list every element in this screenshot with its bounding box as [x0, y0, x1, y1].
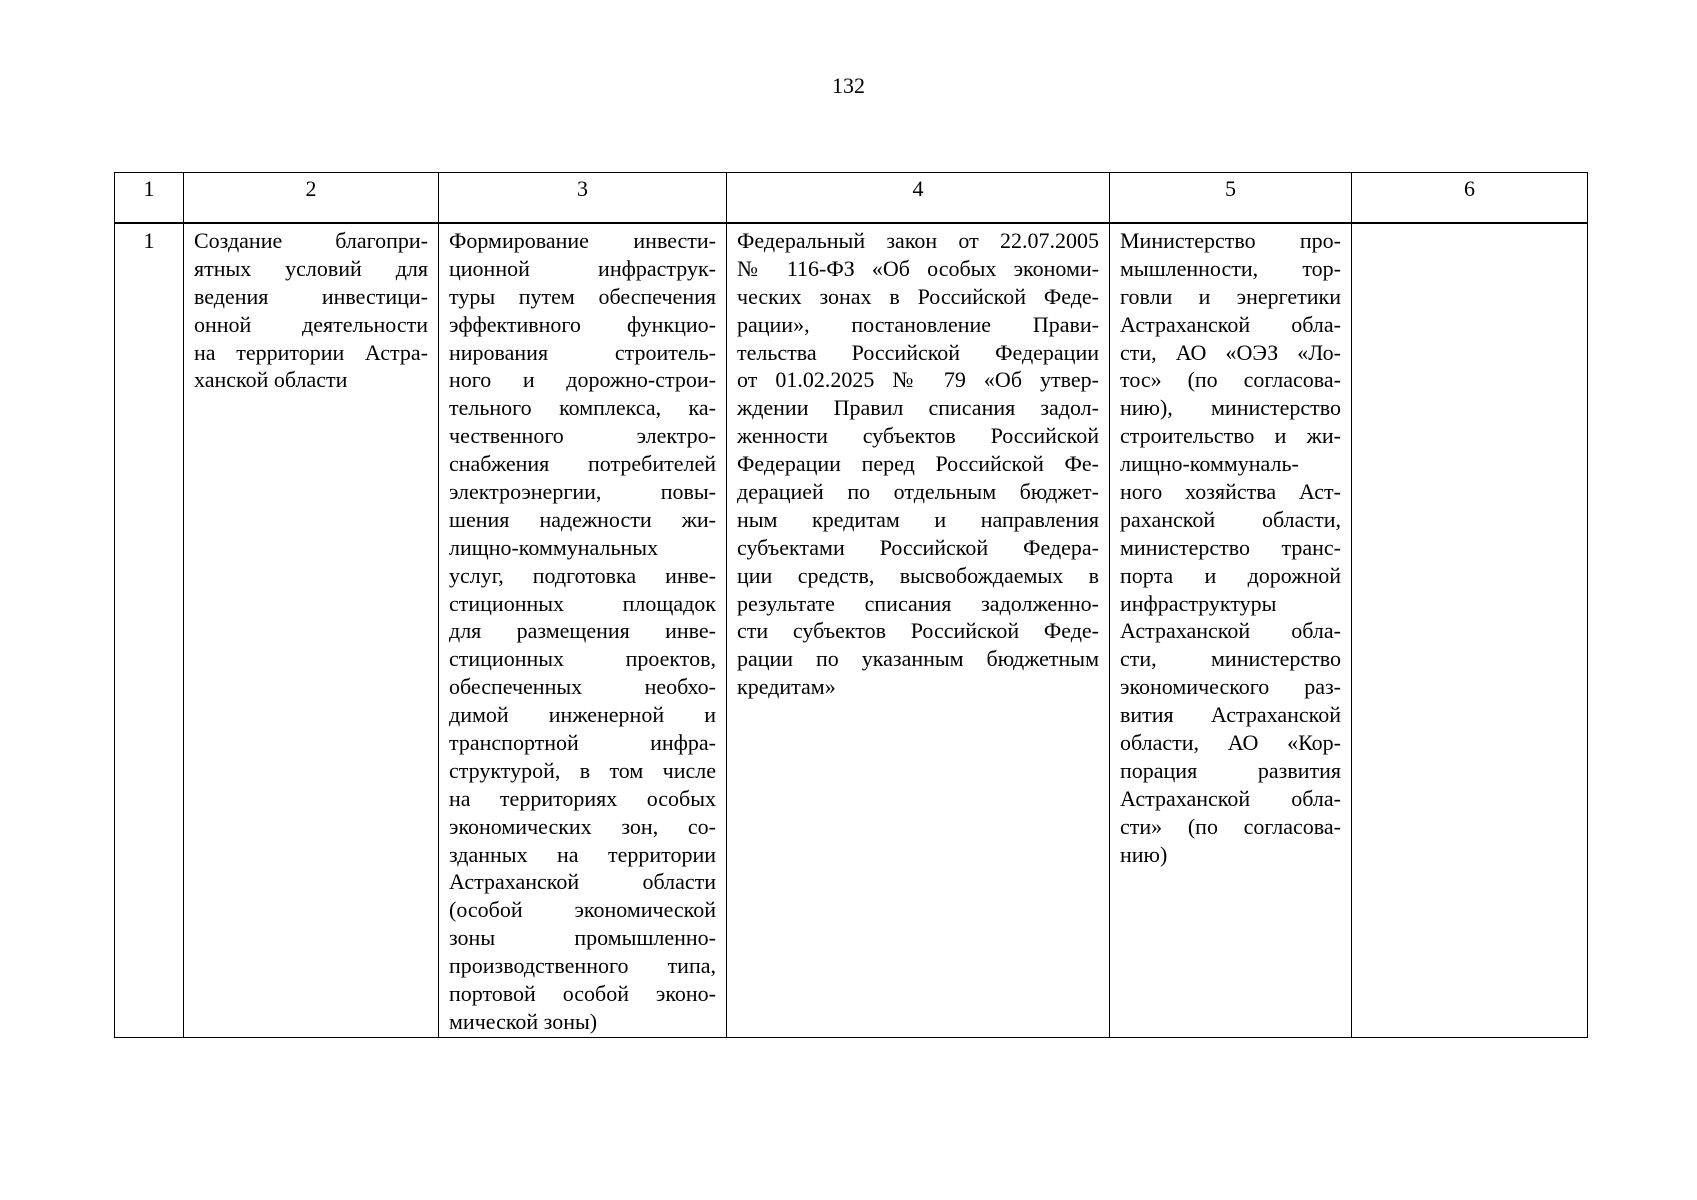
text-line: Астраханской обла- — [1120, 618, 1341, 644]
text-line: сти» (по согласова- — [1120, 813, 1341, 839]
text-line: ным кредитам и направления — [737, 506, 1099, 532]
text-line: Астраханской обла- — [1120, 785, 1341, 811]
measures-cell — [439, 223, 727, 1038]
text-line: от 01.02.2025 № 79 «Об утвер- — [737, 367, 1099, 393]
text-line: кредитам» — [737, 674, 836, 700]
header-col-2: 2 — [184, 173, 439, 224]
text-line: вития Астраханской — [1120, 702, 1341, 728]
text-line: порта и дорожной — [1120, 562, 1341, 588]
text-line: стиционных проектов, — [449, 646, 716, 672]
text-line: рации», постановление Прави- — [737, 311, 1099, 337]
header-col-4: 4 — [727, 173, 1110, 224]
text-line: мышленности, тор- — [1120, 255, 1341, 281]
text-line: обеспеченных необхо- — [449, 674, 716, 700]
text-line: для размещения инве- — [449, 618, 716, 644]
text-line: портовой особой эконо- — [449, 981, 716, 1007]
text-line: порация развития — [1120, 757, 1341, 783]
text-line: министерство транс- — [1120, 534, 1341, 560]
text-line: производственного типа, — [449, 953, 716, 979]
text-line: снабжения потребителей — [449, 451, 716, 477]
text-line: Формирование инвести- — [449, 228, 716, 253]
text-line: Создание благопри- — [194, 228, 428, 253]
text-line: экономических зон, со- — [449, 813, 716, 839]
text-line: нию) — [1120, 841, 1168, 867]
empty-cell — [1352, 223, 1588, 1038]
text-line: Астраханской обла- — [1120, 311, 1341, 337]
text-line: ного хозяйства Аст- — [1120, 479, 1341, 505]
text-line: говли и энергетики — [1120, 283, 1341, 309]
text-line: экономического раз- — [1120, 674, 1341, 700]
text-line: электроэнергии, повы- — [449, 479, 716, 505]
text-line: онной деятельности — [194, 311, 428, 337]
text-line: димой инженерной и — [449, 702, 716, 728]
text-line: структурой, в том числе — [449, 757, 716, 783]
text-line: области, АО «Кор- — [1120, 730, 1341, 756]
page-number: 132 — [832, 73, 865, 98]
text-line: лищно-коммунальных — [449, 534, 659, 560]
text-line: транспортной инфра- — [449, 730, 716, 756]
text-line: ханской области — [194, 367, 348, 393]
text-line: ческих зонах в Российской Феде- — [737, 283, 1099, 309]
text-line: рации по указанным бюджетным — [737, 646, 1099, 672]
text-line: услуг, подготовка инве- — [449, 562, 716, 588]
text-line: нирования строитель- — [449, 339, 716, 365]
text-line: зданных на территории — [449, 841, 716, 867]
text-line: ционной инфраструк- — [449, 255, 716, 281]
text-line: нию), министерство — [1120, 395, 1341, 421]
header-col-3: 3 — [439, 173, 727, 224]
text-line: лищно-коммуналь- — [1120, 451, 1299, 477]
text-line: ции средств, высвобождаемых в — [737, 562, 1099, 588]
text-line: ятных условий для — [194, 255, 428, 281]
table-header-row — [115, 173, 1588, 224]
text-line: эффективного функцио- — [449, 311, 716, 337]
text-line: сти субъектов Российской Феде- — [737, 618, 1099, 644]
legal-basis-cell — [727, 223, 1110, 1038]
text-line: инфраструктуры — [1120, 590, 1277, 616]
text-line: (особой экономической — [449, 897, 716, 923]
responsible-cell — [1110, 223, 1352, 1038]
text-line: Федеральный закон от 22.07.2005 — [737, 228, 1099, 253]
text-line: стиционных площадок — [449, 590, 716, 616]
text-line: тельства Российской Федерации — [737, 339, 1099, 365]
text-line: на территориях особых — [449, 785, 716, 811]
text-line: сти, АО «ОЭЗ «Ло- — [1120, 339, 1341, 365]
text-line: ждении Правил списания задол- — [737, 395, 1099, 421]
text-line: раханской области, — [1120, 506, 1341, 532]
header-col-1: 1 — [115, 173, 184, 224]
text-line: Астраханской области — [449, 869, 716, 895]
text-line: женности субъектов Российской — [737, 423, 1099, 449]
header-col-6: 6 — [1352, 173, 1588, 224]
table-row — [115, 223, 1588, 1038]
text-line: зоны промышленно- — [449, 925, 716, 951]
text-line: туры путем обеспечения — [449, 283, 716, 309]
document-table — [114, 172, 1588, 1038]
legal-basis-text — [737, 227, 1099, 701]
text-line: Федерации перед Российской Фе- — [737, 451, 1099, 477]
goal-text — [194, 227, 428, 394]
text-line: субъектами Российской Федера- — [737, 534, 1099, 560]
text-line: ного и дорожно-строи- — [449, 367, 716, 393]
text-line: результате списания задолженно- — [737, 590, 1099, 616]
text-line: мической зоны) — [449, 1008, 598, 1034]
row-number-cell: 1 — [115, 223, 184, 1038]
text-line: на территории Астра- — [194, 339, 428, 365]
text-line: чественного электро- — [449, 423, 716, 449]
text-line: шения надежности жи- — [449, 506, 716, 532]
text-line: тельного комплекса, ка- — [449, 395, 716, 421]
text-line: строительство и жи- — [1120, 423, 1341, 449]
text-line: Министерство про- — [1120, 228, 1341, 253]
goal-cell — [184, 223, 439, 1038]
text-line: сти, министерство — [1120, 646, 1341, 672]
text-line: ведения инвестици- — [194, 283, 428, 309]
measures-text — [449, 227, 716, 1036]
text-line: тос» (по согласова- — [1120, 367, 1341, 393]
responsible-text — [1120, 227, 1341, 868]
text-line: № 116-ФЗ «Об особых экономи- — [737, 255, 1099, 281]
text-line: дерацией по отдельным бюджет- — [737, 479, 1099, 505]
header-col-5: 5 — [1110, 173, 1352, 224]
